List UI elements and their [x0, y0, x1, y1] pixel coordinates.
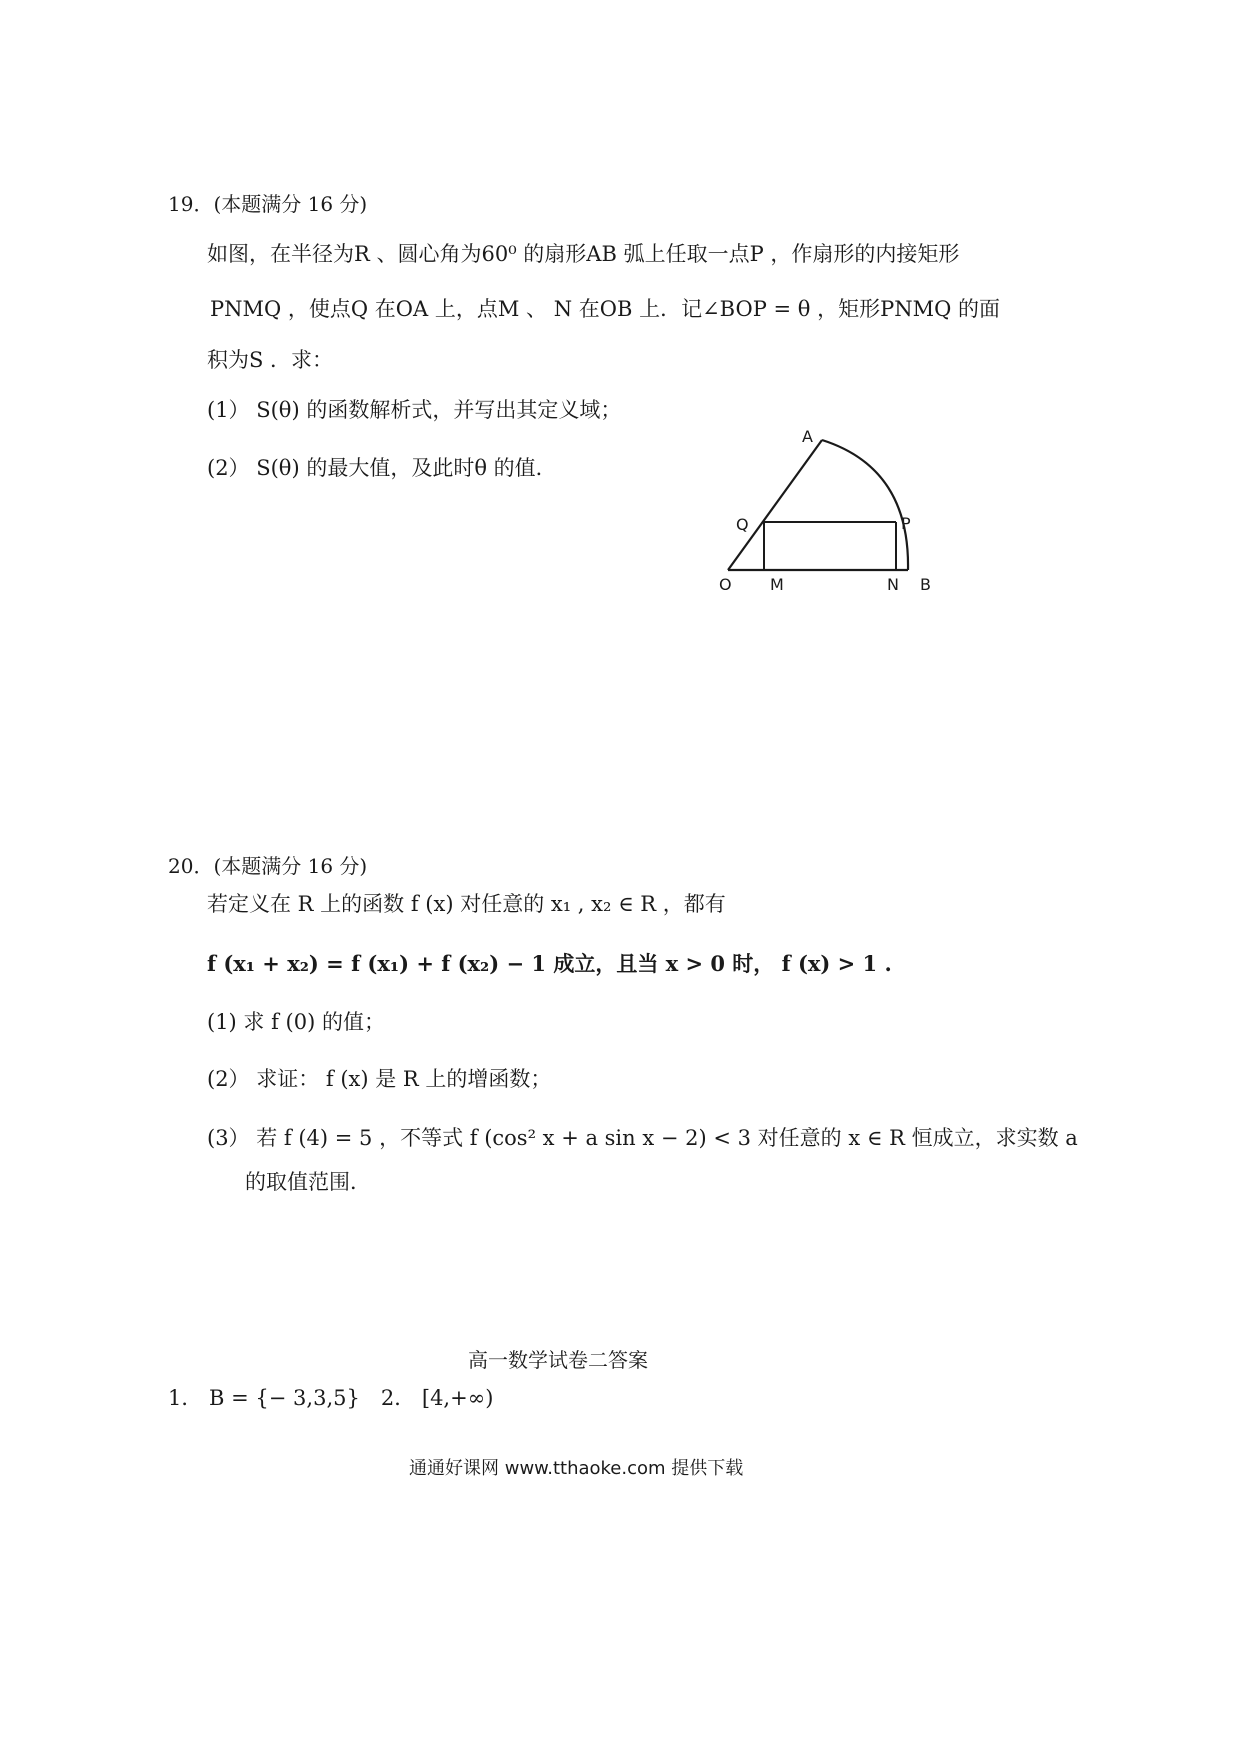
answers-title: 高一数学试卷二答案 [468, 1348, 648, 1372]
q20-part3: (3） 若 f (4) = 5 ，不等式 f (cos² x + a sin x − 2) < 3 对任意的 x ∈ R 恒成立，求实数 a [207, 1126, 1078, 1150]
label-a: A [802, 427, 813, 446]
answers-line1: 1． B = {− 3,3,5} 2． [4,+∞) [168, 1386, 494, 1410]
q20-part2: (2） 求证： f (x) 是 R 上的增函数； [207, 1067, 552, 1091]
footer-watermark: 通通好课网 www.tthaoke.com 提供下载 [409, 1458, 744, 1479]
line-oa [728, 440, 822, 570]
q19-text-line2: PNMQ ，使点Q 在OA 上，点M 、 N 在OB 上．记∠BOP = θ ，矩形PNMQ 的面 [210, 297, 1001, 321]
sector-figure [700, 420, 960, 610]
q20-text-line1: 若定义在 R 上的函数 f (x) 对任意的 x₁ , x₂ ∈ R ，都有 [207, 892, 726, 916]
label-b: B [920, 575, 931, 594]
q20-part3-continued: 的取值范围． [245, 1170, 371, 1194]
q20-text-line2: f (x₁ + x₂) = f (x₁) + f (x₂) − 1 成立，且当 x > 0 时， f (x) > 1 . [207, 951, 892, 976]
q19-part2: (2） S(θ) 的最大值，及此时θ 的值． [207, 456, 557, 480]
q20-part1: (1) 求 f (0) 的值； [207, 1010, 385, 1034]
q20-header: 20．(本题满分 16 分) [168, 854, 368, 878]
q19-text-line1: 如图，在半径为R 、圆心角为60⁰ 的扇形AB 弧上任取一点P ，作扇形的内接矩形 [207, 242, 960, 266]
label-m: M [770, 575, 784, 594]
q19-part1: (1） S(θ) 的函数解析式，并写出其定义域； [207, 398, 622, 422]
q19-text-line3: 积为S ．求： [207, 348, 334, 372]
q19-header: 19．(本题满分 16 分) [168, 192, 368, 216]
label-o: O [719, 575, 732, 594]
label-q: Q [736, 515, 749, 534]
label-p: P [901, 514, 911, 533]
label-n: N [887, 575, 899, 594]
